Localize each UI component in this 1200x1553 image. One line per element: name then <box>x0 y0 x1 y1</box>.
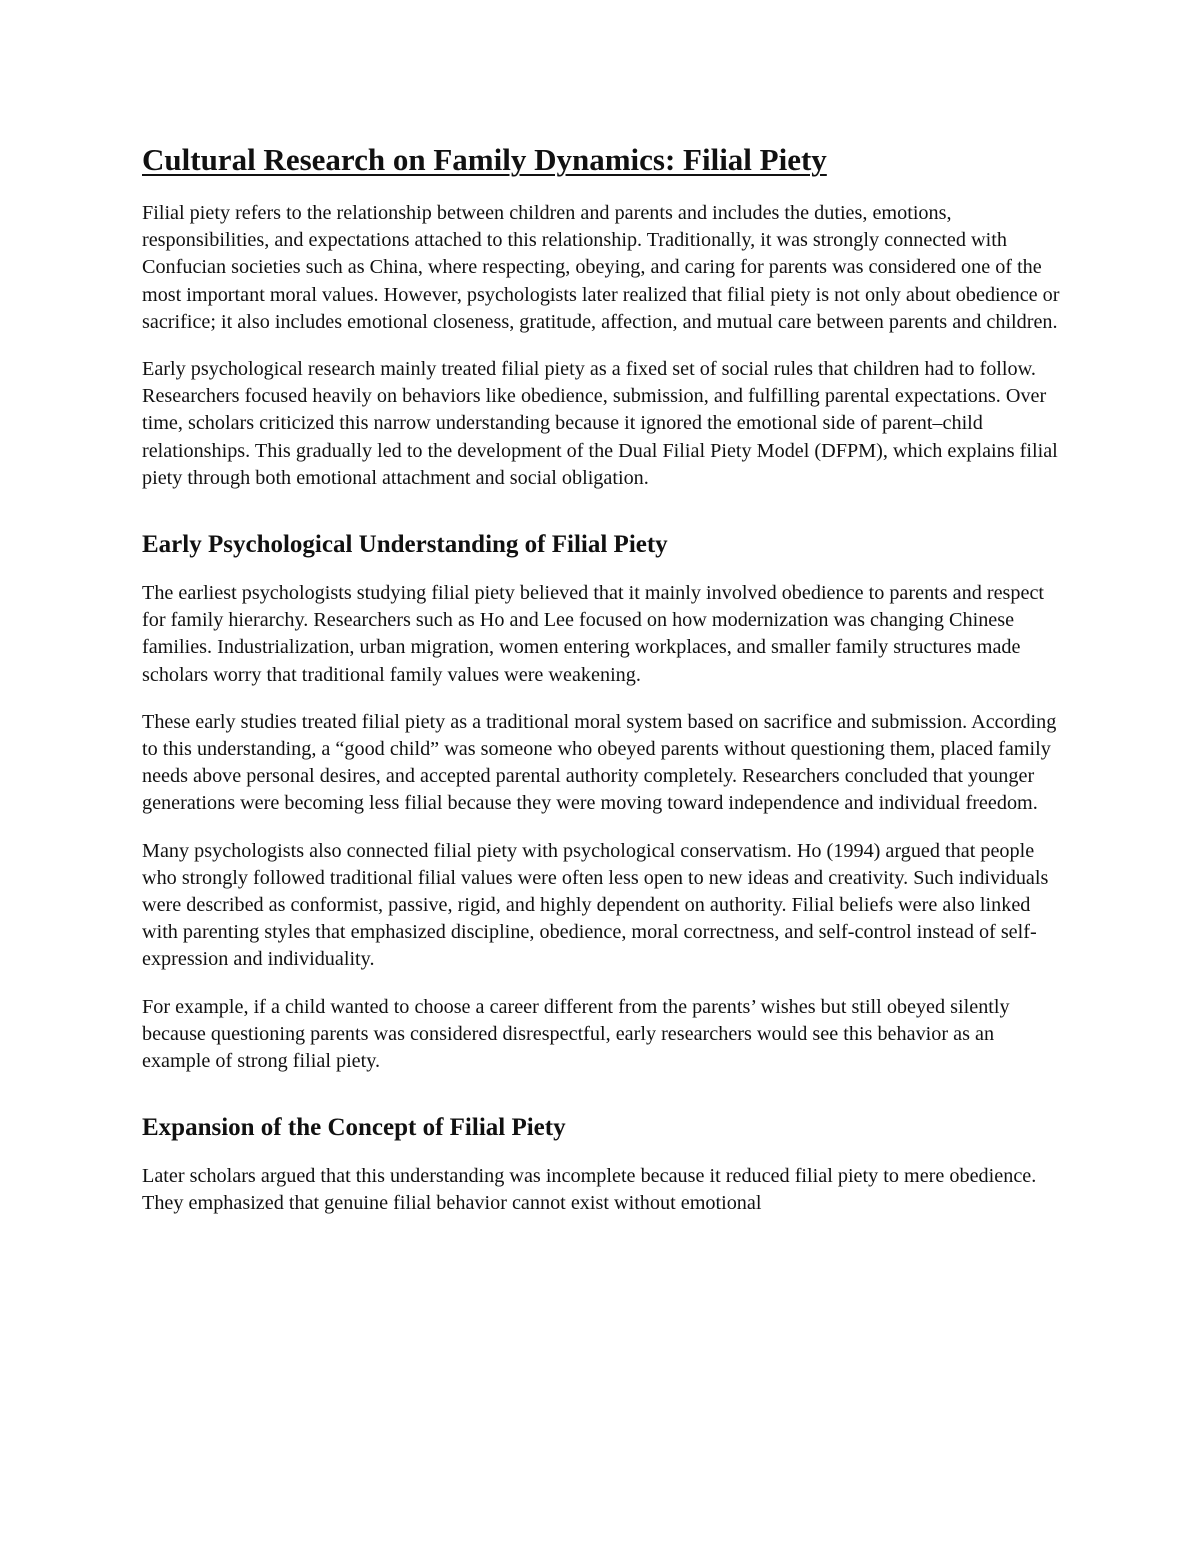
intro-paragraph: Filial piety refers to the relationship between children and parents and includes the duties, emotions, responsibilities, and expectations attached to this relationship. Traditionally, it was strongly connected with Confucian societies such as China, where respecting, obeying, and caring for parents was considered one of the most important moral values. However, psychologists later realized that filial piety is not only about obedience or sacrifice; it also includes emotional closeness, gratitude, affection, and mutual care between parents and children. <box>142 202 1060 333</box>
document-page <box>142 140 1060 1218</box>
section-spacer <box>142 1075 1060 1111</box>
intro-paragraph: Early psychological research mainly treated filial piety as a fixed set of social rules that children had to follow. Researchers focused heavily on behaviors like obedience, submission, and fulfilling parental expectations. Over time, scholars criticized this narrow understanding because it ignored the emotional side of parent–child relationships. This gradually led to the development of the Dual Filial Piety Model (DFPM), which explains filial piety through both emotional attachment and social obligation. <box>142 358 1058 489</box>
body-paragraph: Later scholars argued that this understanding was incomplete because it reduced filial piety to mere obedience. They emphasized that genuine filial behavior cannot exist without emotional <box>142 1165 1037 1215</box>
heading-spacer <box>142 562 1060 580</box>
body-paragraph: For example, if a child wanted to choose a career different from the parents’ wishes but still obeyed silently because questioning parents was considered disrespectful, early researchers would see this behavior as an example of strong filial piety. <box>142 995 1010 1073</box>
body-paragraph: The earliest psychologists studying filial piety believed that it mainly involved obedience to parents and respect for family hierarchy. Researchers such as Ho and Lee focused on how modernization was changing Chinese families. Industrialization, urban migration, women entering workplaces, and smaller family structures made scholars worry that traditional family values were weakening. <box>142 582 1045 686</box>
body-paragraph: Many psychologists also connected filial piety with psychological conservatism. Ho (1994) argued that people who strongly followed traditional filial values were often less open to new ideas and creativity. Such individuals were described as conformist, passive, rigid, and highly dependent on authority. Filial beliefs were also linked with parenting styles that emphasized discipline, obedience, moral correctness, and self-control instead of self-expression and individuality. <box>142 839 1049 971</box>
document-title: Cultural Research on Family Dynamics: Filial Piety <box>142 142 827 177</box>
heading-spacer <box>142 1145 1060 1163</box>
paragraph-spacer <box>142 689 1060 709</box>
section-heading-early-understanding: Early Psychological Understanding of Filial Piety <box>142 531 668 559</box>
body-paragraph: These early studies treated filial piety as a traditional moral system based on sacrifice and submission. According to this understanding, a “good child” was someone who obeyed parents without questioning them, placed family needs above personal desires, and accepted parental authority completely. Researchers concluded that younger generations were becoming less filial because they were moving toward independence and individual freedom. <box>142 710 1057 815</box>
section-heading-expansion: Expansion of the Concept of Filial Piety <box>142 1114 566 1142</box>
section-spacer <box>142 492 1060 528</box>
paragraph-spacer <box>142 818 1060 838</box>
paragraph-spacer <box>142 974 1060 994</box>
paragraph-spacer <box>142 336 1060 356</box>
